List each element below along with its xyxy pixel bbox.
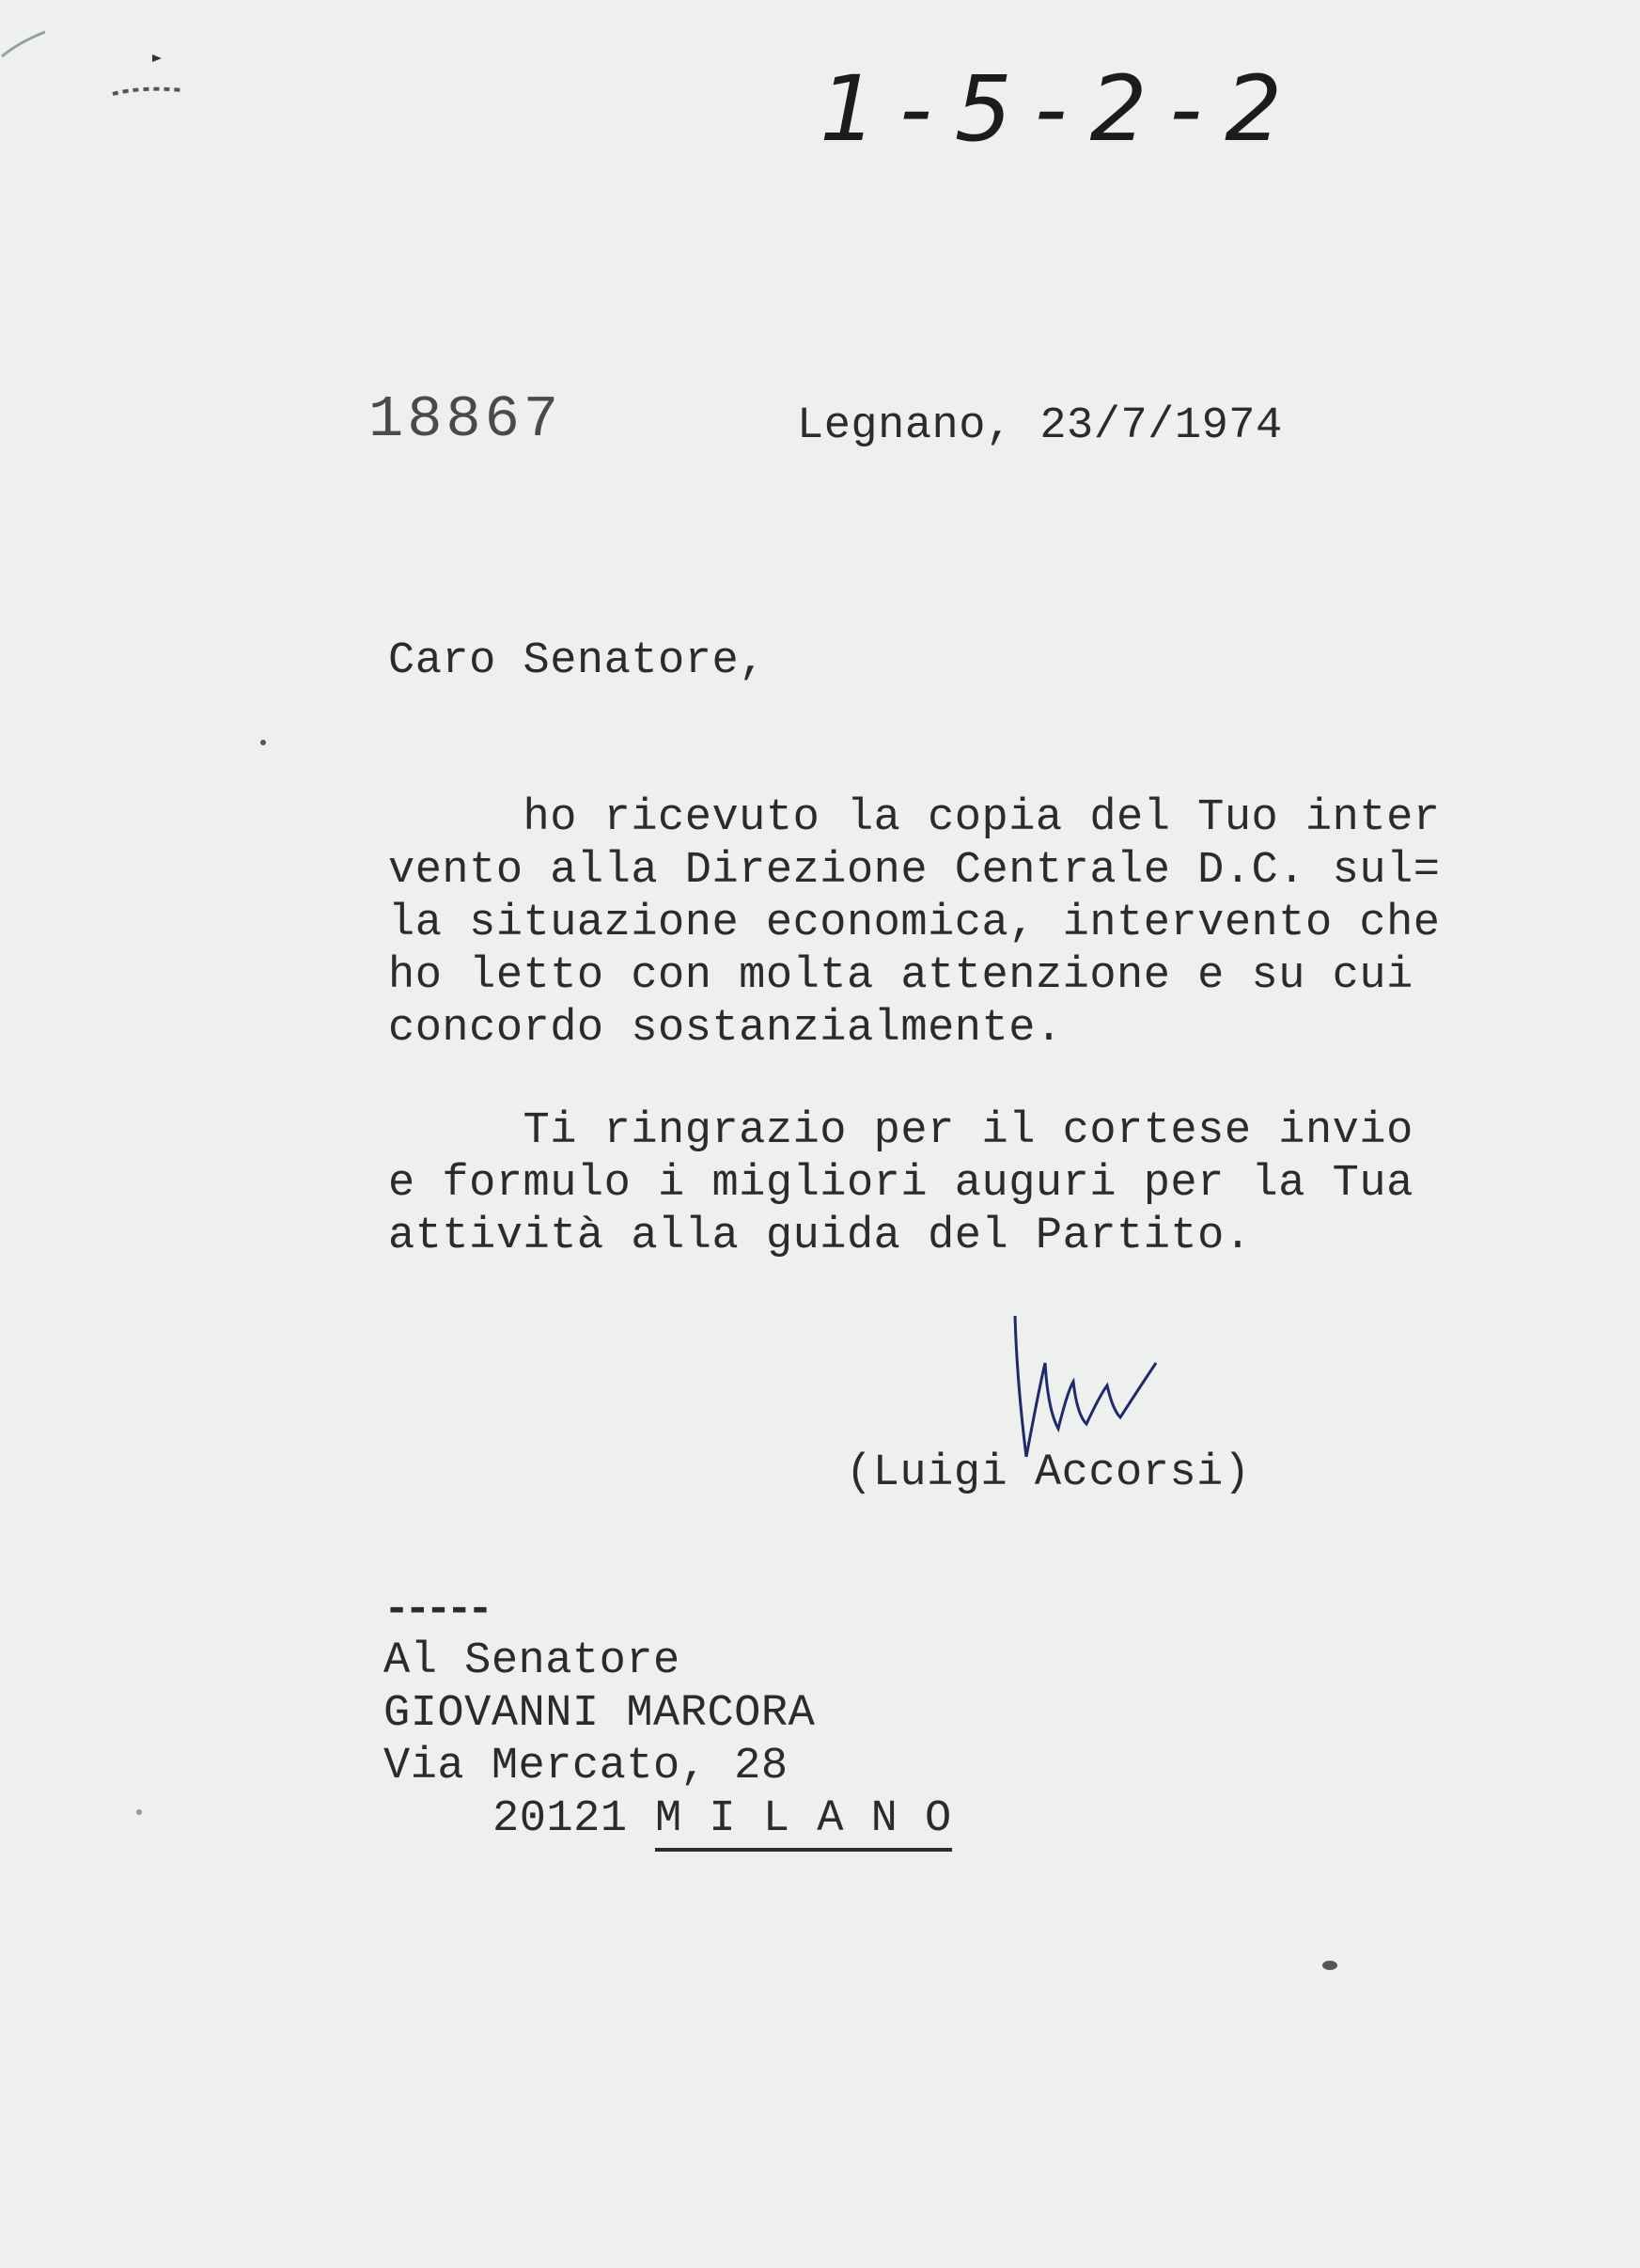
separator: ----- — [383, 1586, 489, 1635]
place-date: Legnano, 23/7/1974 — [797, 401, 1283, 451]
paragraph-line: la situazione economica, intervento che — [388, 899, 1441, 948]
paragraph-line: e formulo i migliori auguri per la Tua — [388, 1159, 1414, 1209]
salutation: Caro Senatore, — [388, 636, 766, 686]
signature-name: (Luigi Accorsi) — [846, 1448, 1251, 1498]
paragraph-line: attività alla guida del Partito. — [388, 1212, 1252, 1261]
corner-mark — [0, 0, 207, 122]
recipient-line-1: Al Senatore — [383, 1636, 680, 1686]
paper-speck — [259, 739, 267, 746]
paragraph-line: Ti ringrazio per il cortese invio — [388, 1106, 1414, 1156]
recipient-postcode: 20121 — [492, 1794, 628, 1844]
paragraph-line: concordo sostanzialmente. — [388, 1004, 1063, 1054]
signature-icon — [996, 1306, 1184, 1466]
stamp-number: 18867 — [368, 386, 563, 453]
paragraph-line: ho ricevuto la copia del Tuo inter — [388, 793, 1441, 843]
paragraph-line: vento alla Direzione Centrale D.C. sul= — [388, 846, 1441, 896]
recipient-name: GIOVANNI MARCORA — [383, 1689, 816, 1739]
recipient-city: M I L A N O — [655, 1793, 952, 1852]
handwritten-reference: 1-5-2-2 — [820, 56, 1305, 162]
paper-speck — [1320, 1958, 1339, 1973]
paper-speck — [135, 1808, 143, 1816]
recipient-address: Via Mercato, 28 — [383, 1742, 789, 1791]
paragraph-line: ho letto con molta attenzione e su cui — [388, 951, 1414, 1001]
